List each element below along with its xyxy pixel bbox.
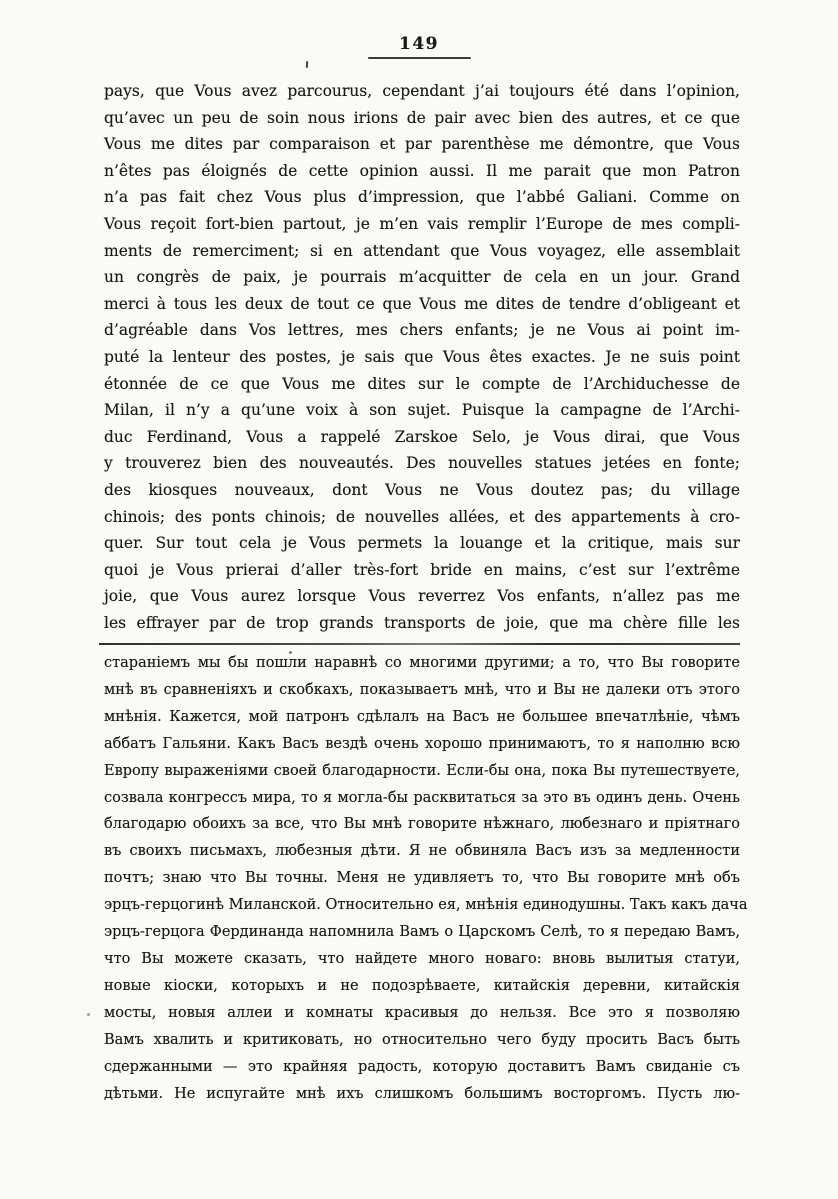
text-line: эрцъ-герцогинѣ Миланской. Относительно ея, мнѣнія единодушны. Такъ какъ дача (104, 897, 748, 914)
text-line: аббатъ Гальяни. Какъ Васъ вездѣ очень хорошо принимаютъ, то я наполню всю (104, 735, 740, 752)
text-line: Vous me dites par comparaison et par parenthèse me démontre, que Vous (104, 135, 740, 154)
text-line: des kiosques nouveaux, dont Vous ne Vous doutez pas; du village (104, 480, 740, 499)
text-line: d’agréable dans Vos lettres, mes chers enfants; je ne Vous ai point im- (104, 321, 740, 340)
text-line: un congrès de paix, je pourrais m’acquitter de cela en un jour. Grand (104, 268, 740, 287)
text-line: въ своихъ письмахъ, любезныя дѣти. Я не обвиняла Васъ изъ за медленности (104, 843, 740, 860)
french-paragraph (104, 78, 740, 636)
text-line: что Вы можете сказать, что найдете много новаго: вновь вылитыя статуи, (104, 950, 740, 967)
text-line: мосты, новыя аллеи и комнаты красивыя до нельзя. Все это я позволяю (104, 1004, 740, 1021)
text-line: duc Ferdinand, Vous a rappelé Zarskoe Selo, je Vous dirai, que Vous (104, 427, 740, 446)
text-line: puté la lenteur des postes, je sais que Vous êtes exactes. Je ne suis point (104, 347, 740, 366)
text-line: quoi je Vous prierai d’aller très-fort bride en mains, c’est sur l’extrême (104, 560, 740, 579)
ink-speck (306, 61, 308, 68)
text-line: созвала конгрессъ мира, то я могла-бы расквитаться за это въ одинъ день. Очень (104, 789, 740, 806)
text-line: chinois; des ponts chinois; de nouvelles allées, et des appartements à cro- (104, 507, 740, 526)
text-line: ments de remerciment; si en attendant que Vous voyagez, elle assemblait (104, 241, 740, 260)
text-line: n’êtes pas éloignés de cette opinion aussi. Il me parait que mon Patron (104, 161, 740, 180)
footnote-divider (99, 643, 740, 645)
text-line: сдержанными — это крайняя радость, которую доставитъ Вамъ свиданіе съ (104, 1058, 740, 1075)
text-line: Вамъ хвалить и критиковать, но относительно чего буду просить Васъ быть (104, 1031, 740, 1048)
text-line: joie, que Vous aurez lorsque Vous reverrez Vos enfants, n’allez pas me (104, 587, 740, 606)
text-line: étonnée de ce que Vous me dites sur le compte de l’Archiduchesse de (104, 374, 740, 393)
text-line: мнѣнія. Кажется, мой патронъ сдѣлалъ на Васъ не большее впечатлѣніе, чѣмъ (104, 708, 740, 725)
text-line: qu’avec un peu de soin nous irions de pair avec bien des autres, et ce que (104, 108, 740, 127)
text-line: y trouverez bien des nouveautés. Des nouvelles statues jetées en fonte; (104, 454, 740, 473)
text-line: дѣтьми. Не испугайте мнѣ ихъ слишкомъ большимъ восторгомъ. Пусть лю- (104, 1085, 740, 1102)
text-line: благодарю обоихъ за все, что Вы мнѣ говорите нѣжнаго, любезнаго и пріятнаго (104, 816, 740, 833)
text-line: стараніемъ мы бы пошли наравнѣ со многими другими; а то, что Вы говорите (104, 655, 740, 671)
text-line: Vous reçoit fort-bien partout, je m’en vais remplir l’Europe de mes compli- (104, 214, 740, 233)
footnote-paragraph (104, 650, 748, 1107)
page-number: 149 (399, 34, 439, 54)
text-line: эрцъ-герцога Фердинанда напомнила Вамъ о Царскомъ Селѣ, то я передаю Вамъ, (104, 924, 740, 941)
text-line: merci à tous les deux de tout ce que Vous me dites de tendre d’obligeant et (104, 294, 740, 313)
text-line: quer. Sur tout cela je Vous permets la louange et la critique, mais sur (104, 534, 740, 553)
text-line: почтъ; знаю что Вы точны. Меня не удивляетъ то, что Вы говорите мнѣ объ (104, 870, 740, 887)
page-number-rule (368, 57, 471, 59)
text-line: новые кіоски, которыхъ и не подозрѣваете, китайскія деревни, китайскія (104, 977, 740, 994)
text-line: n’a pas fait chez Vous plus d’impression, que l’abbé Galiani. Comme on (104, 188, 740, 207)
text-line: Milan, il n’y a qu’une voix à son sujet. Puisque la campagne de l’Archi- (104, 401, 740, 420)
text-line: мнѣ въ сравненіяхъ и скобкахъ, показываетъ мнѣ, что и Вы не далеки отъ этого (104, 681, 740, 698)
text-line: pays, que Vous avez parcourus, cependant j’ai toujours été dans l’opinion, (104, 82, 740, 100)
text-line: les effrayer par de trop grands transports de joie, que ma chère fille les (104, 613, 740, 632)
ink-speck (87, 1013, 90, 1016)
text-line: Европу выраженіями своей благодарности. Если-бы она, пока Вы путешествуете, (104, 762, 740, 779)
